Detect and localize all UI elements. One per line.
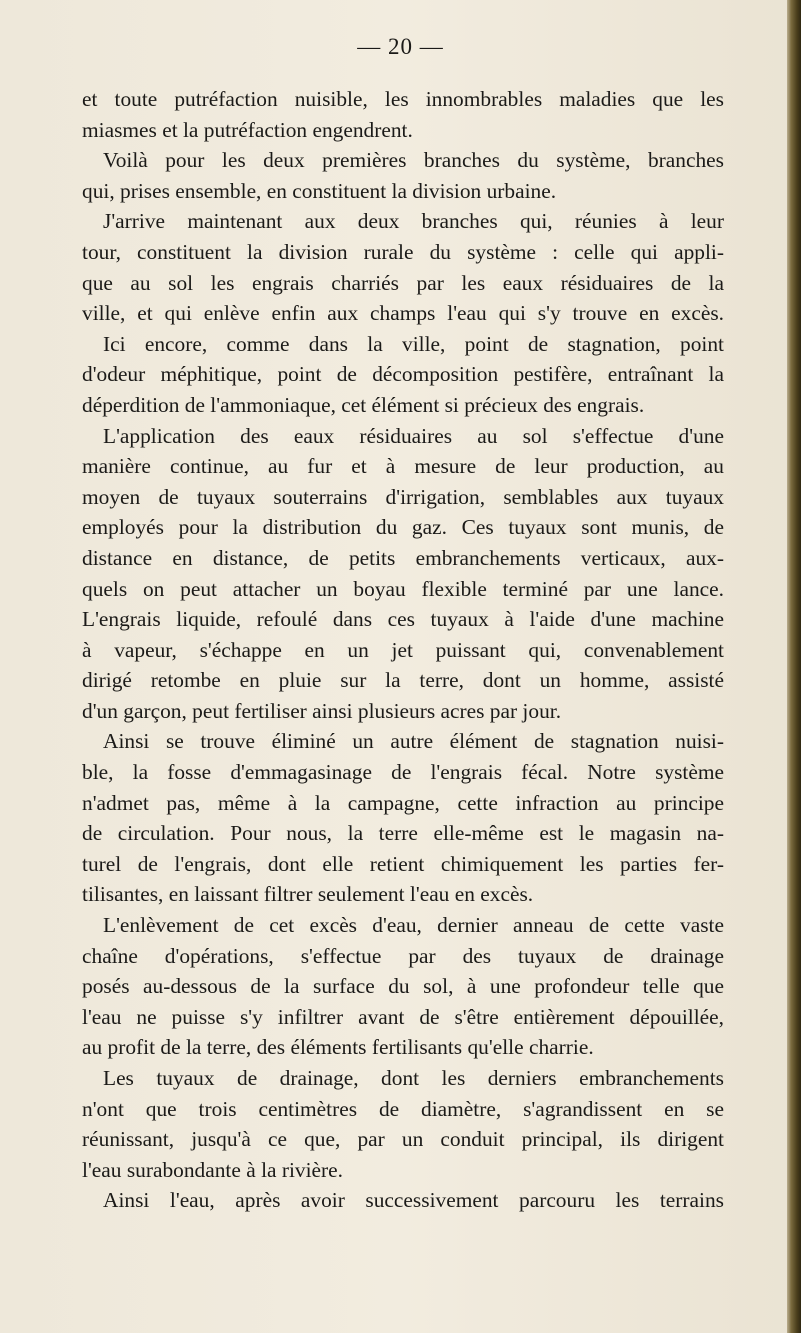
- text-line: chaîne d'opérations, s'effectue par des tuyaux de drainage: [82, 943, 724, 968]
- text-line: d'odeur méphitique, point de décomposition pestifère, entraînant la: [82, 362, 724, 387]
- page-edge-shadow: [787, 0, 801, 1333]
- text-line: Les tuyaux de drainage, dont les derniers embranchements: [103, 1066, 724, 1090]
- text-line: L'engrais liquide, refoulé dans ces tuyaux à l'aide d'une machine: [82, 607, 724, 632]
- text-line: moyen de tuyaux souterrains d'irrigation, semblables aux tuyaux: [82, 484, 724, 509]
- text-line: déperdition de l'ammoniaque, cet élément si précieux des engrais.: [82, 392, 645, 417]
- text-line: réunissant, jusqu'à ce que, par un conduit principal, ils dirigent: [82, 1127, 724, 1152]
- text-line: n'ont que trois centimètres de diamètre, s'agrandissent en se: [82, 1096, 724, 1121]
- text-line: au profit de la terre, des éléments fertilisants qu'elle charrie.: [82, 1035, 594, 1060]
- text-line: J'arrive maintenant aux deux branches qui, réunies à leur: [103, 209, 724, 234]
- text-line: employés pour la distribution du gaz. Ces tuyaux sont munis, de: [82, 515, 724, 540]
- text-line: quels on peut attacher un boyau flexible terminé par une lance.: [82, 576, 724, 601]
- text-line: Ainsi se trouve éliminé un autre élément de stagnation nuisi-: [103, 729, 724, 754]
- text-line: tilisantes, en laissant filtrer seulement l'eau en excès.: [82, 882, 534, 907]
- text-line: L'application des eaux résiduaires au sol s'effectue d'une: [103, 423, 724, 448]
- text-line: de circulation. Pour nous, la terre elle-même est le magasin na-: [82, 821, 724, 846]
- text-line: tour, constituent la division rurale du système : celle qui appli-: [82, 239, 724, 264]
- text-line: que au sol les engrais charriés par les eaux résiduaires de la: [82, 270, 724, 295]
- text-line: d'un garçon, peut fertiliser ainsi plusieurs acres par jour.: [82, 698, 562, 723]
- text-line: miasmes et la putréfaction engendrent.: [82, 117, 413, 142]
- text-line: dirigé retombe en pluie sur la terre, dont un homme, assisté: [82, 668, 724, 693]
- text-line: à vapeur, s'échappe en un jet puissant qui, convenablement: [82, 637, 724, 662]
- text-line: Voilà pour les deux premières branches du système, branches: [103, 148, 724, 173]
- text-line: Ainsi l'eau, après avoir successivement parcouru les terrains: [103, 1188, 724, 1213]
- text-line: turel de l'engrais, dont elle retient chimiquement les parties fer-: [82, 851, 724, 876]
- text-line: l'eau surabondante à la rivière.: [82, 1157, 344, 1182]
- text-line: posés au-dessous de la surface du sol, à une profondeur telle que: [82, 974, 724, 999]
- body-text: [82, 84, 724, 1216]
- text-line: l'eau ne puisse s'y infiltrer avant de s'être entièrement dépouillée,: [82, 1004, 724, 1029]
- text-line: ville, et qui enlève enfin aux champs l'eau qui s'y trouve en excès.: [82, 301, 724, 326]
- text-line: L'enlèvement de cet excès d'eau, dernier anneau de cette vaste: [103, 913, 724, 938]
- text-line: qui, prises ensemble, en constituent la division urbaine.: [82, 178, 557, 203]
- text-line: manière continue, au fur et à mesure de leur production, au: [82, 454, 724, 479]
- text-line: distance en distance, de petits embranchements verticaux, aux-: [82, 545, 724, 570]
- text-line: n'admet pas, même à la campagne, cette infraction au principe: [82, 790, 724, 815]
- page-number: — 20 —: [357, 34, 444, 59]
- text-line: Ici encore, comme dans la ville, point de stagnation, point: [103, 331, 724, 356]
- text-line: et toute putréfaction nuisible, les innombrables maladies que les: [82, 87, 724, 111]
- text-line: ble, la fosse d'emmagasinage de l'engrais fécal. Notre système: [82, 760, 724, 785]
